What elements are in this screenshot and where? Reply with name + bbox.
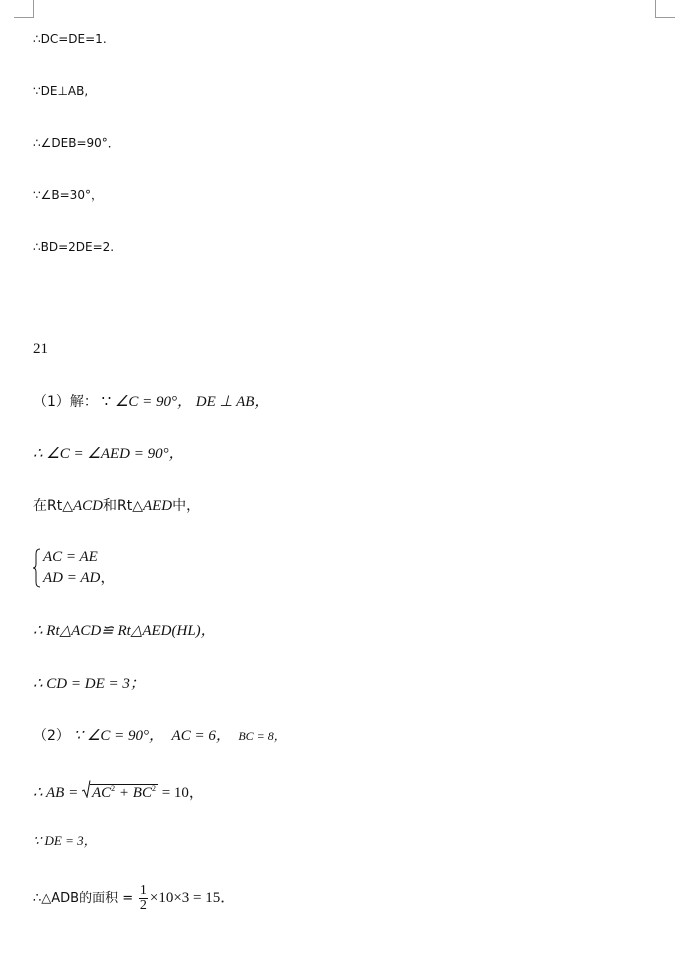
part2-given [33,727,286,745]
exponent-1: 2 [111,784,116,793]
cd-equals-de [33,675,145,693]
fraction-one-half [139,884,148,913]
solution-line-5: ∴BD=2DE=2. [33,240,115,254]
because-symbol: ∵ [101,394,112,410]
solution-line-2: ∵DE⊥AB, [33,84,89,98]
in-label: 中， [172,498,201,514]
ab-result: = 10， [157,785,204,801]
congruence-text: ∴ Rt△ACD≌ Rt△AED(HL)， [33,623,216,639]
eq-ac-ae: AC = AE [43,549,98,565]
system-eq-2 [43,569,115,587]
part2-label: （2） [33,728,70,744]
cd-de-text: ∴ CD = DE = 3； [33,676,145,692]
exponent-2: 2 [151,784,156,793]
area-label: ∴△ADB的面积 = [33,890,134,906]
radicand [90,784,158,801]
area-result: ×10×3 = 15． [149,889,236,906]
ac-value: AC = 6， [171,728,231,744]
radical-sign [82,780,91,798]
in-rt-label: 在Rt△ [33,498,73,514]
radicand-bc: + BC [115,785,152,801]
system-eq-1 [43,548,98,566]
ab-length [33,780,204,802]
ab-prefix: ∴ AB = [33,785,79,801]
fraction-numerator: 1 [139,883,147,898]
fraction-denominator: 2 [139,898,147,913]
part1-label: （1）解： [33,394,98,410]
bc-value: BC = 8， [238,729,286,743]
solution-line-1: ∴DC=DE=1. [33,32,107,46]
perpendicular-statement: DE ⊥ AB， [195,394,270,410]
crop-mark-right-vertical [655,0,656,18]
area-calculation [33,884,235,913]
square-root [82,780,158,802]
radicand-ac: AC [91,785,112,801]
crop-mark-left-horizontal [14,17,34,18]
part1-given [33,393,269,411]
eq-ad-ad: AD = AD [43,570,101,586]
crop-mark-right-horizontal [655,17,675,18]
crop-mark-left-vertical [33,0,34,18]
triangle-comparison [33,497,200,515]
triangle-aed: AED [142,498,173,514]
system-comma: ， [100,570,116,586]
question-number: 21 [33,341,48,357]
and-rt-label: 和Rt△ [102,498,143,514]
de-3-text: ∵ DE = 3， [33,833,97,848]
congruence-statement [33,622,216,640]
solution-line-3: ∴∠DEB=90°． [33,136,120,150]
solution-line-4: ∵∠B=30°， [33,188,103,202]
de-equals-3 [33,832,97,850]
right-angles-text: ∴ ∠C = ∠AED = 90°， [33,446,184,462]
triangle-acd: ACD [72,498,103,514]
system-brace [33,548,41,588]
angle-c-90: ∵ ∠C = 90°， [73,728,165,744]
angle-c-statement: ∠C = 90°， [114,394,193,410]
right-angles-equal [33,445,184,463]
